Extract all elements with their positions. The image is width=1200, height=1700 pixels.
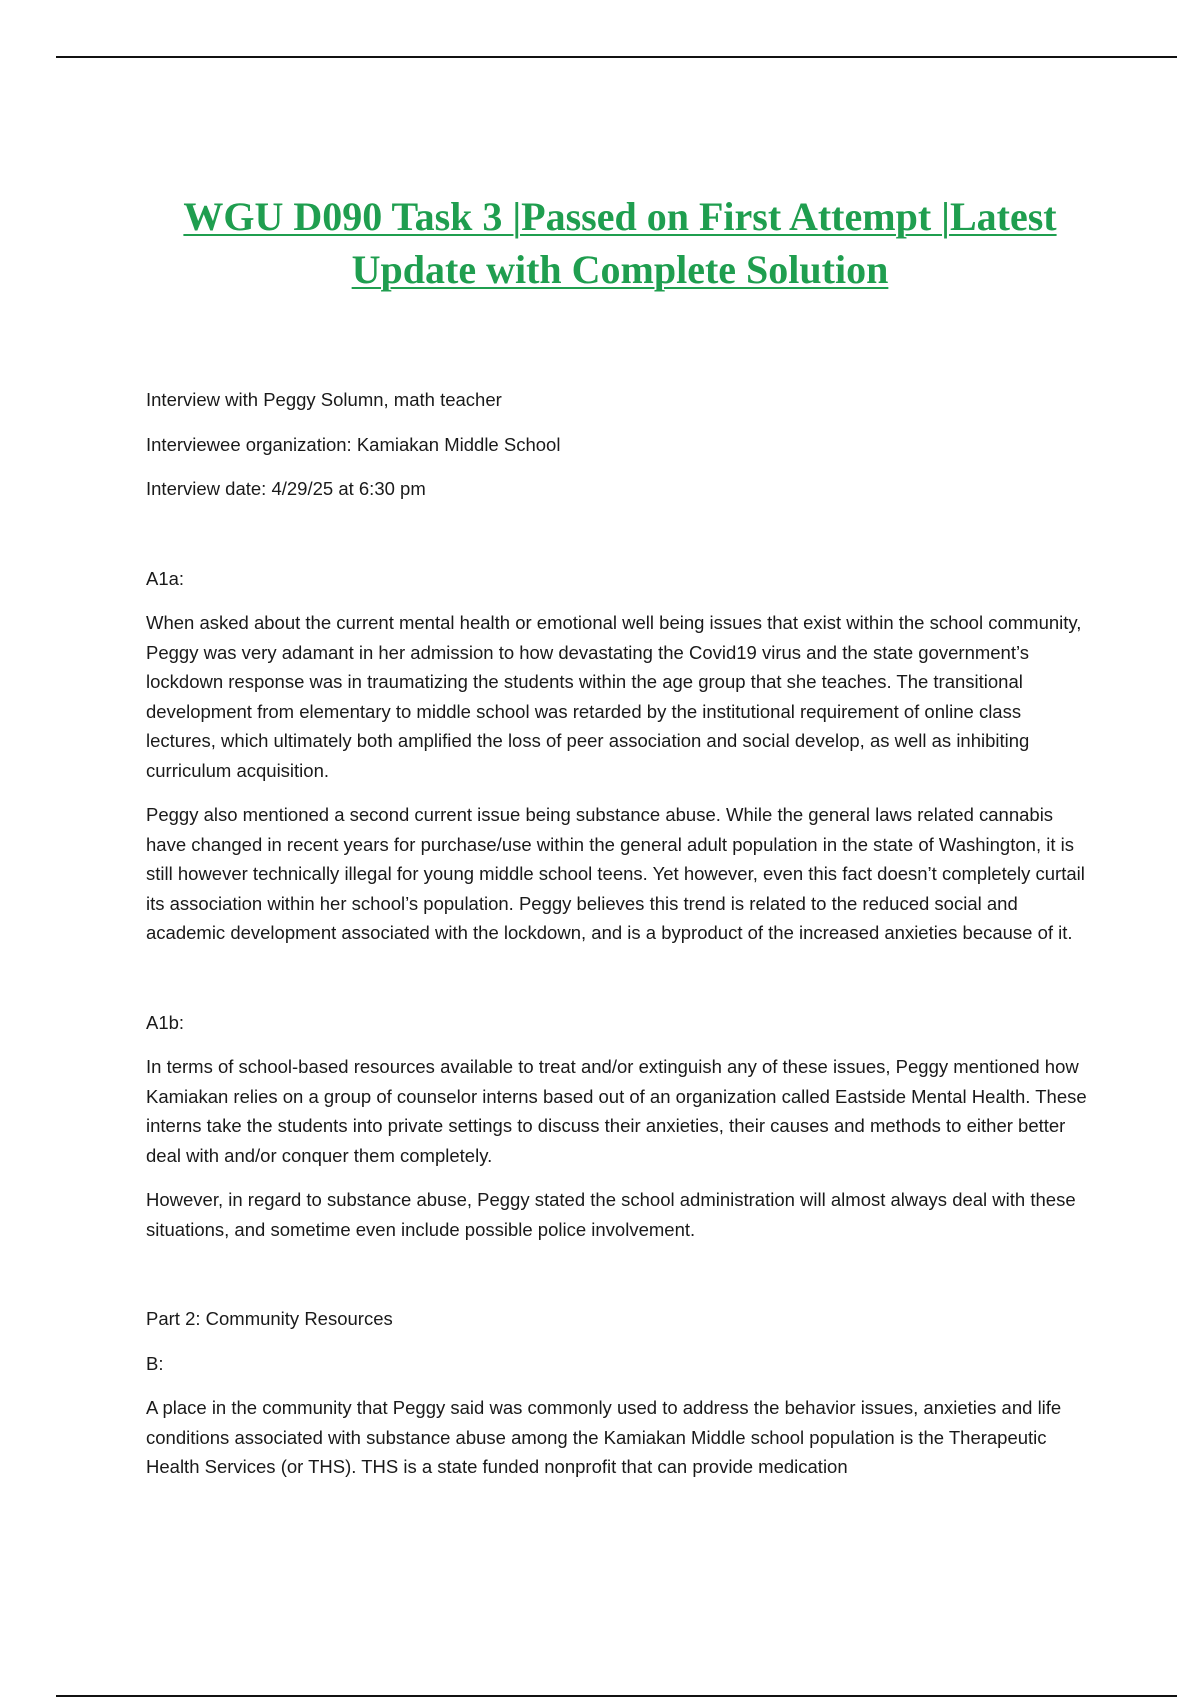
section-label-b: B: [146,1352,164,1374]
top-rule [56,56,1177,58]
b-paragraph: A place in the community that Peggy said was commonly used to address the behavior issues, anxieties and life conditions associated with substance abuse among the Kamiakan Middle school population is the Therapeutic Health Services (or THS). THS is a state funded nonprofit that can provide medication [146,1397,1062,1477]
document-title: WGU D090 Task 3 |Passed on First Attempt |Latest Update with Complete Solution [183,194,1057,292]
a1b-paragraph: In terms of school-based resources available to treat and/or extinguish any of these issues, Peggy mentioned how Kamiakan relies on a group of counselor interns based out of an organization called Eastside Mental Health. These interns take the students into private settings to discuss their anxieties, their causes and methods to either better deal with and/or conquer them completely. [146,1056,1087,1166]
a1b-paragraph: However, in regard to substance abuse, Peggy stated the school administration will almost always deal with these situations, and sometime even include possible police involvement. [146,1189,1076,1240]
section-label-a1b: A1b: [146,1011,185,1033]
date-line: Interview date: 4/29/25 at 6:30 pm [146,478,426,499]
part2-heading: Part 2: Community Resources [146,1308,393,1329]
a1a-paragraph: When asked about the current mental health or emotional well being issues that exist within the school community, Peggy was very adamant in her admission to how devastating the Covid19 virus and the state government’s lockdown response was in traumatizing the students within the age group that she teaches. The transitional development from elementary to middle school was retarded by the institutional requirement of online class lectures, which ultimately both amplified the loss of peer association and social develop, as well as inhibiting curriculum acquisition. [146,612,1082,781]
document-body [146,385,1096,1497]
section-label-a1a: A1a: [146,567,185,589]
organization-line: Interviewee organization: Kamiakan Middle School [146,433,561,455]
bottom-rule [56,1695,1177,1697]
a1a-paragraph: Peggy also mentioned a second current issue being substance abuse. While the general laws related cannabis have changed in recent years for purchase/use within the general adult population in the state of Washington, it is still however technically illegal for young middle school teens. Yet however, even this fact doesn’t completely curtail its association within her school’s population. Peggy believes this trend is related to the reduced social and academic development associated with the lockdown, and is a byproduct of the increased anxieties because of it. [146,804,1085,943]
interview-with-line: Interview with Peggy Solumn, math teacher [146,389,502,410]
